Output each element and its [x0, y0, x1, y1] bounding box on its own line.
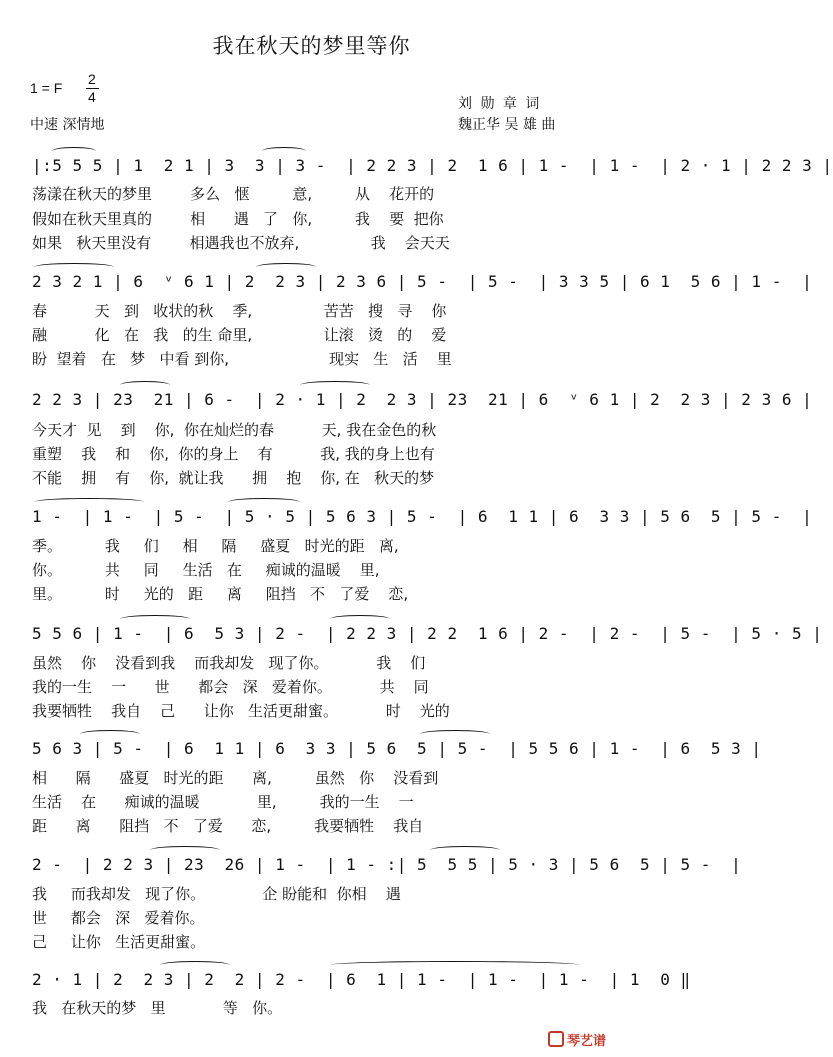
- notation-line-3: 2 2 3 | 23 21 | 6 - | 2 · 1 | 2 2 3 | 23 21 | 6 ᵛ 6 1 | 2 2 3 | 2 3 6 |: [32, 390, 813, 409]
- lyrics-line-4-verse-3: 里。 时 光的 距 离 阻挡 不 了爱 恋,: [32, 585, 409, 603]
- lyrics-line-4-verse-2: 你。 共 同 生活 在 痴诚的温暖 里,: [32, 561, 380, 579]
- lyrics-line-6-verse-2: 生活 在 痴诚的温暖 里, 我的一生 一: [32, 793, 414, 811]
- lyrics-line-7-verse-2: 世 都会 深 爱着你。: [32, 909, 205, 927]
- notation-line-1: |:5 5 5 | 1 2 1 | 3 3 | 3 - | 2 2 3 | 2 1 6 | 1 - | 1 - | 2 · 1 | 2 2 3 |: [32, 156, 833, 175]
- lyrics-line-7-verse-1: 我 而我却发 现了你。 企 盼能和 你相 遇: [32, 885, 401, 903]
- lyrics-line-1-verse-2: 假如在秋天里真的 相 遇 了 你, 我 要 把你: [32, 210, 444, 228]
- slur-mark: [330, 615, 390, 623]
- notation-line-2: 2 3 2 1 | 6 ᵛ 6 1 | 2 2 3 | 2 3 6 | 5 - | 5 - | 3 3 5 | 6 1 5 6 | 1 - |: [32, 272, 813, 291]
- lyricist-credit: 刘 勋 章 词: [458, 96, 542, 112]
- slur-mark: [420, 730, 490, 738]
- lyrics-line-5-verse-3: 我要牺牲 我自 己 让你 生活更甜蜜。 时 光的: [32, 702, 450, 720]
- page-title: 我在秋天的梦里等你: [212, 34, 411, 58]
- slur-mark: [330, 961, 580, 969]
- lyrics-line-3-verse-3: 不能 拥 有 你, 就让我 拥 抱 你, 在 秋天的梦: [32, 469, 435, 487]
- lyrics-line-1-verse-1: 荡漾在秋天的梦里 多么 惬 意, 从 花开的: [32, 185, 435, 203]
- lyrics-line-6-verse-3: 距 离 阻挡 不 了爱 恋, 我要牺牲 我自: [32, 817, 424, 835]
- slur-mark: [256, 263, 316, 271]
- lyrics-line-5-verse-2: 我的一生 一 世 都会 深 爱着你。 共 同: [32, 678, 429, 696]
- composer-credit: 魏正华 吴 雄 曲: [458, 117, 556, 133]
- slur-mark: [228, 498, 300, 506]
- lyrics-line-4-verse-1: 季。 我 们 相 隔 盛夏 时光的距 离,: [32, 537, 399, 555]
- lyrics-line-1-verse-3: 如果 秋天里没有 相遇我也不放弃, 我 会天天: [32, 234, 450, 252]
- tempo-marking: 中速 深情地: [30, 117, 105, 133]
- lyrics-line-6-verse-1: 相 隔 盛夏 时光的距 离, 虽然 你 没看到: [32, 769, 439, 787]
- slur-mark: [34, 498, 144, 506]
- slur-mark: [52, 147, 96, 155]
- lyrics-line-8-verse-1: 我 在秋天的梦 里 等 你。: [32, 999, 283, 1017]
- lyrics-line-2-verse-3: 盼 望着 在 梦 中看 到你, 现实 生 活 里: [32, 350, 452, 368]
- site-watermark: [548, 1030, 606, 1049]
- slur-mark: [160, 961, 230, 969]
- slur-mark: [80, 730, 140, 738]
- slur-mark: [430, 846, 500, 854]
- time-signature-numerator: 2: [88, 71, 96, 87]
- slur-mark: [300, 381, 370, 389]
- time-signature-denominator: 4: [88, 89, 96, 105]
- notation-line-4: 1 - | 1 - | 5 - | 5 · 5 | 5 6 3 | 5 - | 6 1 1 | 6 3 3 | 5 6 5 | 5 - |: [32, 507, 813, 526]
- lyrics-line-2-verse-2: 融 化 在 我 的生 命里, 让滚 烫 的 爱: [32, 326, 447, 344]
- notation-line-8: 2 · 1 | 2 2 3 | 2 2 | 2 - | 6 1 | 1 - | 1 - | 1 - | 1 0 ‖: [32, 970, 691, 989]
- key-signature: 1 = F: [30, 80, 63, 96]
- notation-line-5: 5 5 6 | 1 - | 6 5 3 | 2 - | 2 2 3 | 2 2 1 6 | 2 - | 2 - | 5 - | 5 · 5 |: [32, 624, 823, 643]
- lyrics-line-2-verse-1: 春 天 到 收状的秋 季, 苦苦 搜 寻 你: [32, 302, 447, 320]
- qinyipu-logo-icon: [548, 1031, 564, 1047]
- lyrics-line-7-verse-3: 己 让你 生活更甜蜜。: [32, 933, 206, 951]
- lyrics-line-5-verse-1: 虽然 你 没看到我 而我却发 现了你。 我 们: [32, 654, 426, 672]
- slur-mark: [120, 381, 170, 389]
- notation-line-6: 5 6 3 | 5 - | 6 1 1 | 6 3 3 | 5 6 5 | 5 - | 5 5 6 | 1 - | 6 5 3 |: [32, 739, 762, 758]
- slur-mark: [150, 846, 220, 854]
- lyrics-line-3-verse-1: 今天才 见 到 你, 你在灿烂的春 天, 我在金色的秋: [32, 421, 437, 439]
- slur-mark: [34, 263, 114, 271]
- slur-mark: [262, 147, 306, 155]
- slur-mark: [120, 615, 190, 623]
- lyrics-line-3-verse-2: 重塑 我 和 你, 你的身上 有 我, 我的身上也有: [32, 445, 435, 463]
- notation-line-7: 2 - | 2 2 3 | 23 26 | 1 - | 1 - :| 5 5 5 | 5 · 3 | 5 6 5 | 5 - |: [32, 855, 742, 874]
- watermark-text: 琴艺谱: [567, 1034, 607, 1049]
